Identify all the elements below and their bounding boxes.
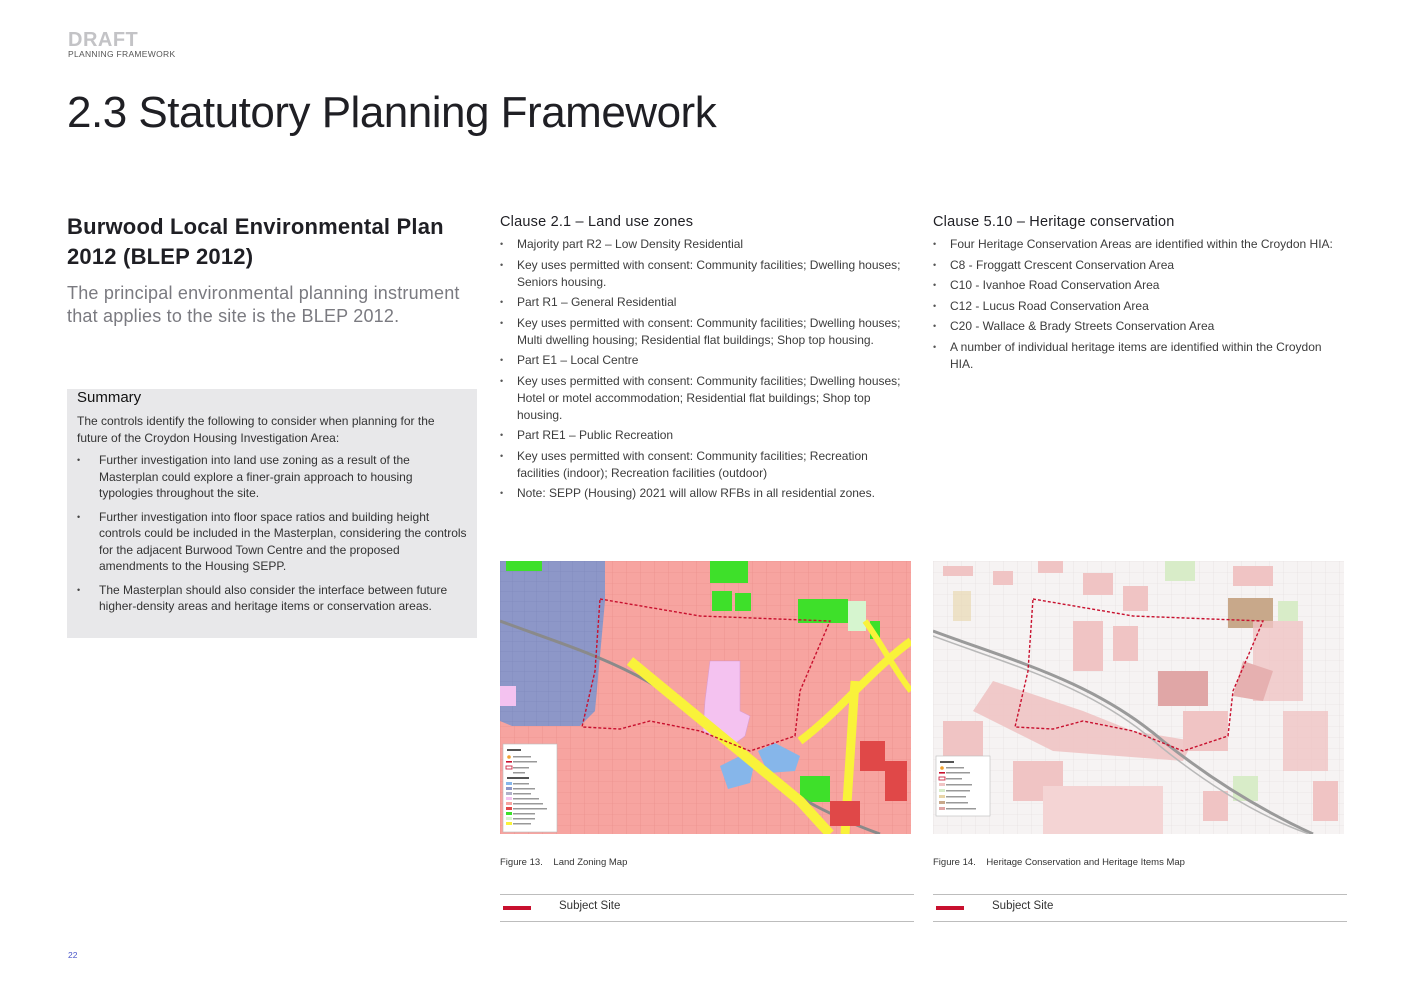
list-item: • Majority part R2 – Low Density Residential xyxy=(500,236,913,253)
clause-land-use-list xyxy=(500,236,913,502)
page-number: 22 xyxy=(68,950,78,960)
section-header: PLANNING FRAMEWORK xyxy=(68,49,176,59)
list-item: • A number of individual heritage items are identified within the Croydon HIA. xyxy=(933,339,1333,373)
legend-label: Subject Site xyxy=(559,900,621,912)
figure-title: Land Zoning Map xyxy=(553,857,628,868)
list-item: • Note: SEPP (Housing) 2021 will allow RFBs in all residential zones. xyxy=(500,485,913,502)
page-title: 2.3 Statutory Planning Framework xyxy=(67,88,717,137)
list-item: • Key uses permitted with consent: Community facilities; Dwelling houses; Hotel or motel accommodation; Residential flat buildings; Shop top housing. xyxy=(500,373,913,424)
summary-box xyxy=(67,389,477,638)
summary-heading: Summary xyxy=(77,389,142,406)
list-item: • Key uses permitted with consent: Community facilities; Dwelling houses; Seniors housing. xyxy=(500,257,913,291)
clause-heritage-heading: Clause 5.10 – Heritage conservation xyxy=(933,214,1175,230)
clause-heritage-list xyxy=(933,236,1333,373)
list-item: • Part E1 – Local Centre xyxy=(500,352,913,369)
plan-title: Burwood Local Environmental Plan 2012 (BLEP 2012) xyxy=(67,214,444,269)
clause-land-use-heading: Clause 2.1 – Land use zones xyxy=(500,214,694,230)
map-legend xyxy=(503,744,557,832)
figure-title: Heritage Conservation and Heritage Items Map xyxy=(986,857,1185,868)
summary-item: • Further investigation into land use zoning as a result of the Masterplan could explore a finer-grain approach to housing typologies throughout the site. xyxy=(77,452,467,502)
list-item: • Part RE1 – Public Recreation xyxy=(500,427,913,444)
summary-item: • The Masterplan should also consider the interface between future higher-density areas and heritage items or conservation areas. xyxy=(77,582,467,615)
summary-list xyxy=(77,452,467,615)
subject-site-swatch-icon xyxy=(936,906,964,910)
plan-lead-text: The principal environmental planning instrument that applies to the site is the BLEP 2012. xyxy=(67,283,460,326)
summary-intro: The controls identify the following to consider when planning for the future of the Croydon Housing Investigation Area: xyxy=(77,414,435,445)
legend-label: Subject Site xyxy=(992,900,1054,912)
clause-land-use-section xyxy=(500,212,913,506)
subject-site-swatch-icon xyxy=(503,906,531,910)
subject-site-legend xyxy=(933,894,1347,922)
list-item: • C20 - Wallace & Brady Streets Conservation Area xyxy=(933,318,1333,335)
clause-heritage-section xyxy=(933,212,1333,376)
summary-item: • Further investigation into floor space ratios and building height controls could be included in the Masterplan, considering the controls for the adjacent Burwood Town Centre and the proposed amendments to the Housing SEPP. xyxy=(77,509,467,575)
draft-watermark: DRAFT xyxy=(68,29,139,51)
figure-caption xyxy=(500,857,627,868)
figure-caption xyxy=(933,857,1185,868)
list-item: • C8 - Froggatt Crescent Conservation Area xyxy=(933,257,1333,274)
list-item: • Four Heritage Conservation Areas are identified within the Croydon HIA: xyxy=(933,236,1333,253)
land-zoning-map xyxy=(500,561,911,834)
list-item: • C12 - Lucus Road Conservation Area xyxy=(933,298,1333,315)
list-item: • Key uses permitted with consent: Community facilities; Dwelling houses; Multi dwelling housing; Residential flat buildings; Shop top housing. xyxy=(500,315,913,349)
figure-number: Figure 14. xyxy=(933,857,976,868)
subject-site-legend xyxy=(500,894,914,922)
figure-number: Figure 13. xyxy=(500,857,543,868)
list-item: • Key uses permitted with consent: Community facilities; Recreation facilities (indoor); Recreation facilities (outdoor) xyxy=(500,448,913,482)
land-zoning-map-graphic xyxy=(500,561,911,834)
list-item: • Part R1 – General Residential xyxy=(500,294,913,311)
heritage-map xyxy=(933,561,1344,834)
map-legend xyxy=(936,756,990,816)
list-item: • C10 - Ivanhoe Road Conservation Area xyxy=(933,277,1333,294)
heritage-map-graphic xyxy=(933,561,1344,834)
plan-intro xyxy=(67,212,477,327)
